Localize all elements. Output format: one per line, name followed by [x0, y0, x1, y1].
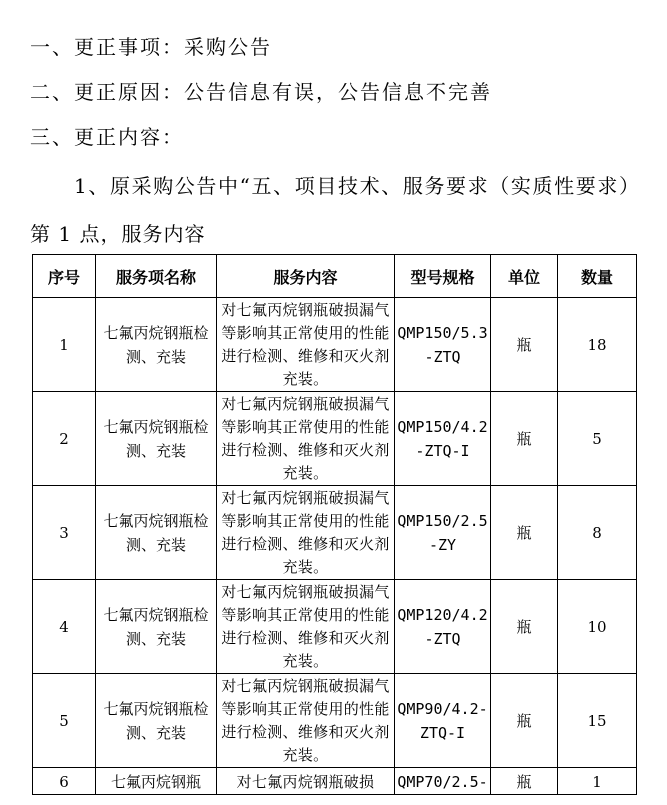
cell-name: 七氟丙烷钢瓶	[96, 768, 217, 795]
cell-content: 对七氟丙烷钢瓶破损漏气等影响其正常使用的性能进行检测、维修和灭火剂充装。	[217, 486, 395, 580]
cell-unit: 瓶	[491, 486, 558, 580]
cell-content: 对七氟丙烷钢瓶破损漏气等影响其正常使用的性能进行检测、维修和灭火剂充装。	[217, 298, 395, 392]
table-row	[33, 486, 637, 580]
cell-unit: 瓶	[491, 580, 558, 674]
table-row	[33, 580, 637, 674]
cell-content: 对七氟丙烷钢瓶破损漏气等影响其正常使用的性能进行检测、维修和灭火剂充装。	[217, 580, 395, 674]
table-row	[33, 298, 637, 392]
cell-unit: 瓶	[491, 768, 558, 795]
cell-unit: 瓶	[491, 674, 558, 768]
cell-no: 5	[33, 674, 96, 768]
correction-paragraph: 1、原采购公告中“五、项目技术、服务要求（实质性要求）第 1 点，服务内容	[30, 174, 640, 246]
table-row	[33, 392, 637, 486]
table-header-row	[33, 255, 637, 298]
column-header-qty: 数量	[558, 255, 637, 298]
cell-name: 七氟丙烷钢瓶检测、充装	[96, 298, 217, 392]
cell-qty: 1	[558, 768, 637, 795]
table-row	[33, 768, 637, 795]
cell-content: 对七氟丙烷钢瓶破损漏气等影响其正常使用的性能进行检测、维修和灭火剂充装。	[217, 392, 395, 486]
cell-unit: 瓶	[491, 392, 558, 486]
cell-model: QMP90/4.2-ZTQ-I	[395, 674, 491, 768]
heading-correction-reason: 二、更正原因：公告信息有误，公告信息不完善	[30, 80, 492, 104]
cell-content: 对七氟丙烷钢瓶破损	[217, 768, 395, 795]
service-table	[32, 254, 637, 795]
column-header-model: 型号规格	[395, 255, 491, 298]
cell-name: 七氟丙烷钢瓶检测、充装	[96, 486, 217, 580]
cell-no: 1	[33, 298, 96, 392]
cell-model: QMP150/5.3-ZTQ	[395, 298, 491, 392]
cell-name: 七氟丙烷钢瓶检测、充装	[96, 580, 217, 674]
cell-model: QMP150/2.5-ZY	[395, 486, 491, 580]
column-header-content: 服务内容	[217, 255, 395, 298]
column-header-no: 序号	[33, 255, 96, 298]
cell-name: 七氟丙烷钢瓶检测、充装	[96, 392, 217, 486]
cell-qty: 15	[558, 674, 637, 768]
cell-model: QMP150/4.2-ZTQ-I	[395, 392, 491, 486]
cell-no: 3	[33, 486, 96, 580]
cell-no: 2	[33, 392, 96, 486]
cell-qty: 8	[558, 486, 637, 580]
cell-qty: 18	[558, 298, 637, 392]
cell-qty: 5	[558, 392, 637, 486]
cell-model: QMP120/4.2-ZTQ	[395, 580, 491, 674]
heading-correction-item: 一、更正事项：采购公告	[30, 35, 272, 59]
table-row	[33, 674, 637, 768]
column-header-name: 服务项名称	[96, 255, 217, 298]
column-header-unit: 单位	[491, 255, 558, 298]
cell-model: QMP70/2.5-	[395, 768, 491, 795]
cell-no: 6	[33, 768, 96, 795]
cell-no: 4	[33, 580, 96, 674]
cell-qty: 10	[558, 580, 637, 674]
heading-correction-content: 三、更正内容：	[30, 125, 184, 149]
cell-content: 对七氟丙烷钢瓶破损漏气等影响其正常使用的性能进行检测、维修和灭火剂充装。	[217, 674, 395, 768]
cell-name: 七氟丙烷钢瓶检测、充装	[96, 674, 217, 768]
cell-unit: 瓶	[491, 298, 558, 392]
